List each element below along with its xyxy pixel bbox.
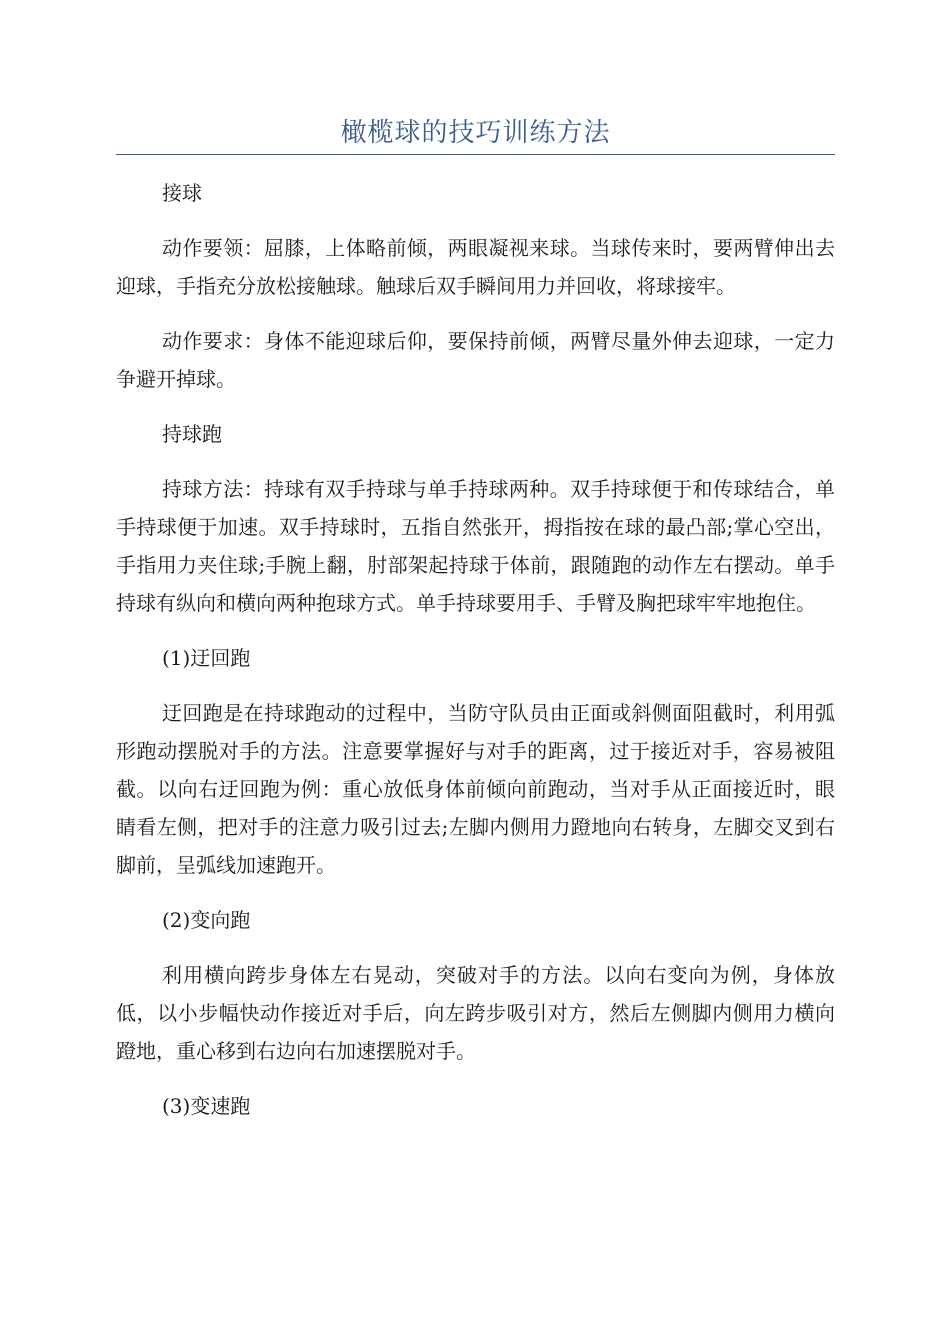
subsection-heading-2: (2)变向跑 <box>162 908 251 932</box>
document-body <box>116 174 835 1142</box>
title-divider <box>116 154 835 155</box>
paragraph: 动作要求：身体不能迎球后仰，要保持前倾，两臂尽量外伸去迎球，一定力争避开掉球。 <box>116 329 835 391</box>
section-heading-ball-carrying-run: 持球跑 <box>162 422 222 446</box>
subsection-heading-1: (1)迂回跑 <box>162 646 251 670</box>
paragraph: 利用横向跨步身体左右晃动，突破对手的方法。以向右变向为例，身体放低，以小步幅快动作接近对手后，向左跨步吸引对方，然后左侧脚内侧用力横向蹬地，重心移到右边向右加速摆脱对手。 <box>116 963 835 1063</box>
paragraph: 持球方法：持球有双手持球与单手持球两种。双手持球便于和传球结合，单手持球便于加速。双手持球时，五指自然张开，拇指按在球的最凸部;掌心空出，手指用力夹住球;手腕上翻，肘部架起持球于体前，跟随跑的动作左右摆动。单手持球有纵向和横向两种抱球方式。单手持球要用手、手臂及胸把球牢牢地抱住。 <box>116 477 835 615</box>
subsection-heading-3: (3)变速跑 <box>162 1094 251 1118</box>
section-heading-catching: 接球 <box>162 181 202 205</box>
document-title: 橄榄球的技巧训练方法 <box>340 118 611 148</box>
paragraph: 迂回跑是在持球跑动的过程中，当防守队员由正面或斜侧面阻截时，利用弧形跑动摆脱对手的方法。注意要掌握好与对手的距离，过于接近对手，容易被阻截。以向右迂回跑为例：重心放低身体前倾向前跑动，当对手从正面接近时，眼睛看左侧，把对手的注意力吸引过去;左脚内侧用力蹬地向右转身，左脚交叉到右脚前，呈弧线加速跑开。 <box>116 701 835 877</box>
paragraph: 动作要领：屈膝，上体略前倾，两眼凝视来球。当球传来时，要两臂伸出去迎球，手指充分放松接触球。触球后双手瞬间用力并回收，将球接牢。 <box>116 236 835 298</box>
